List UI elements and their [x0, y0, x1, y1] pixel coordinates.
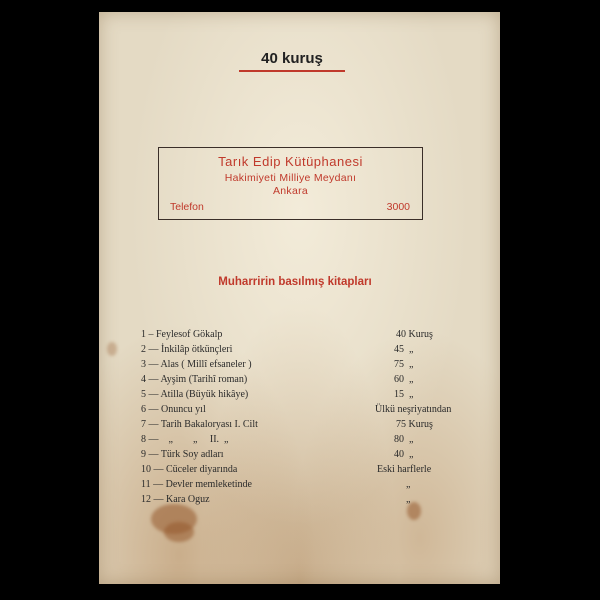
list-item [0, 344, 460, 359]
book-price: 75 „ [394, 359, 414, 370]
phone-number: 3000 [386, 201, 410, 213]
bookshop-address: Hakimiyeti Milliye Meydanı [224, 172, 357, 184]
book-price: 40 Kuruş [396, 329, 433, 340]
book-price: „ [406, 479, 411, 490]
cover-price: 40 kuruş [261, 50, 323, 67]
list-item [0, 359, 460, 374]
stain [164, 522, 194, 542]
list-item [0, 434, 460, 449]
list-item [0, 449, 460, 464]
book-title: 12 — Kara Oguz [141, 494, 210, 505]
bookshop-name: Tarık Edip Kütüphanesi [218, 154, 363, 169]
book-title: 10 — Cüceler diyarında [141, 464, 238, 475]
book-title: 4 — Ayşim (Tarihî roman) [141, 374, 248, 385]
book-price: Eski harflerle [377, 464, 432, 475]
book-title: 3 — Alas ( Millî efsaneler ) [141, 359, 252, 370]
bookshop-city: Ankara [272, 185, 309, 197]
book-title: 8 — „ „ II. „ [141, 434, 229, 445]
book-title: 2 — İnkilâp ötkünçleri [141, 344, 233, 355]
book-price: 60 „ [394, 374, 414, 385]
book-title: 5 — Atilla (Büyük hikâye) [141, 389, 249, 400]
list-item [0, 419, 460, 434]
bookshop-stamp [158, 147, 423, 220]
book-price: 75 Kuruş [396, 419, 433, 430]
book-title: 6 — Onuncu yıl [141, 404, 206, 415]
book-price: Ülkü neşriyatından [375, 404, 452, 415]
list-item [0, 404, 460, 419]
phone-label: Telefon [170, 201, 204, 213]
book-price: „ [406, 494, 411, 505]
price-underline [239, 70, 345, 72]
books-heading: Muharririn basılmış kitapları [218, 276, 372, 288]
book-title: 9 — Türk Soy adları [141, 449, 224, 460]
book-price: 40 „ [394, 449, 414, 460]
list-item [0, 389, 460, 404]
list-item [0, 374, 460, 389]
book-title: 1 – Feylesof Gökalp [141, 329, 223, 340]
book-title: 7 — Tarih Bakaloryası I. Cilt [141, 419, 258, 430]
book-title: 11 — Devler memleketinde [141, 479, 252, 490]
book-price: 45 „ [394, 344, 414, 355]
list-item [0, 464, 460, 479]
list-item [0, 479, 460, 494]
list-item [0, 494, 460, 509]
list-item [0, 329, 460, 344]
book-price: 80 „ [394, 434, 414, 445]
book-price: 15 „ [394, 389, 414, 400]
